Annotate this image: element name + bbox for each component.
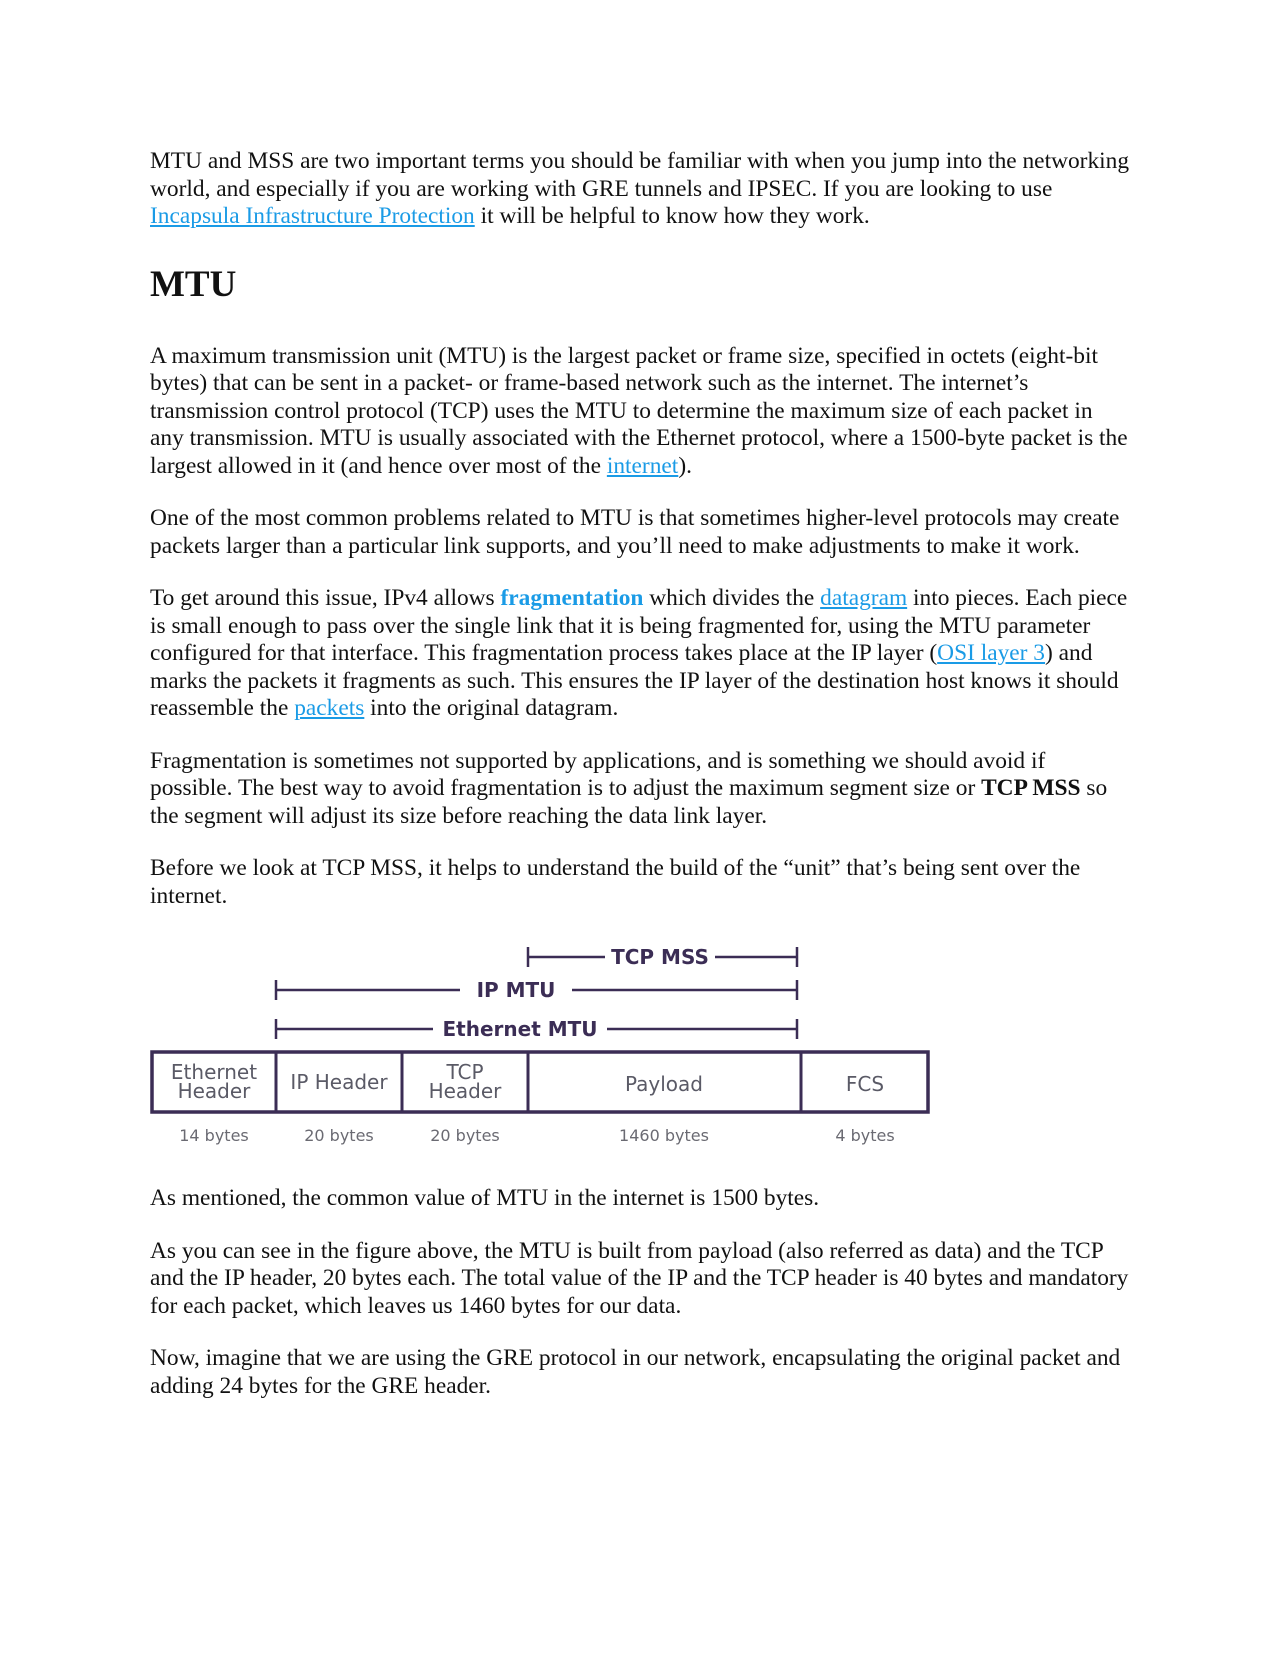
datagram-link[interactable]: datagram <box>820 585 908 611</box>
packet-outline <box>152 1052 928 1112</box>
mtu-definition-paragraph: A maximum transmission unit (MTU) is the largest packet or frame size, specified in octets (eight-bit bytes) that can be sent in a packet- or frame-based network such as the internet. The internet’s transmission control protocol (TCP) uses the MTU to determine the maximum size of each packet in any transmission. MTU is usually associated with the Ethernet protocol, where a 1500-byte packet is the largest allowed in it (and hence over most of the internet). <box>150 342 1128 479</box>
ip-mtu-range <box>276 978 797 1002</box>
intro-paragraph: MTU and MSS are two important terms you should be familiar with when you jump into the networking world, and especially if you are working with GRE tunnels and IPSEC. If you are looking to use Incapsula Infrastructure Protection it will be helpful to know how they work. <box>150 148 1130 229</box>
tcp-header-cell-line2: Header <box>428 1079 502 1103</box>
packet-structure-diagram <box>150 935 1132 1167</box>
packet-diagram-svg <box>150 935 1132 1167</box>
section-heading-mtu: MTU <box>150 263 237 305</box>
tcp-mss-range <box>528 945 797 969</box>
tcp-mss-label: TCP MSS <box>611 945 709 969</box>
ethernet-mtu-label: Ethernet MTU <box>442 1017 598 1041</box>
payload-bytes: 1460 bytes <box>619 1126 709 1145</box>
fragmentation-term: fragmentation <box>500 585 644 611</box>
unit-intro-paragraph: Before we look at TCP MSS, it helps to understand the build of the “unit” that’s being sent over the internet. <box>150 855 1081 909</box>
fcs-bytes: 4 bytes <box>835 1126 895 1145</box>
mtu-composition-paragraph: As you can see in the figure above, the MTU is built from payload (also referred as data) and the TCP and the IP header, 20 bytes each. The total value of the IP and the TCP header is 40 bytes and mandatory for each packet, which leaves us 1460 bytes for our data. <box>150 1237 1129 1319</box>
gre-paragraph: Now, imagine that we are using the GRE protocol in our network, encapsulating the original packet and adding 24 bytes for the GRE header. <box>150 1345 1121 1399</box>
tcp-mss-term: TCP MSS <box>981 775 1081 801</box>
ethernet-header-bytes: 14 bytes <box>179 1126 249 1145</box>
fragmentation-paragraph: To get around this issue, IPv4 allows fragmentation which divides the datagram into pieces. Each piece is small enough to pass over the single link that it is being fragmented for, using the MTU parameter configured for that interface. This fragmentation process takes place at the IP layer (OSI layer 3) and marks the packets it fragments as such. This ensures the IP layer of the destination host knows it should reassemble the packets into the original datagram. <box>150 585 1128 721</box>
payload-cell: Payload <box>625 1072 703 1096</box>
ip-header-cell: IP Header <box>290 1070 388 1094</box>
ip-header-bytes: 20 bytes <box>304 1126 374 1145</box>
avoid-fragmentation-paragraph: Fragmentation is sometimes not supported by applications, and is something we should avoid if possible. The best way to avoid fragmentation is to adjust the maximum segment size or TCP MSS so the segment will adjust its size before reaching the data link layer. <box>150 747 1108 829</box>
internet-link[interactable]: internet <box>606 452 679 479</box>
incapsula-link[interactable]: Incapsula Infrastructure Protection <box>150 203 475 229</box>
ethernet-mtu-range <box>276 1017 797 1041</box>
fcs-cell: FCS <box>845 1072 885 1096</box>
document-body <box>150 148 1132 1425</box>
packets-link[interactable]: packets <box>294 695 365 721</box>
ip-mtu-label: IP MTU <box>476 978 556 1002</box>
mtu-common-value-paragraph: As mentioned, the common value of MTU in the internet is 1500 bytes. <box>150 1185 820 1211</box>
osi-layer-3-link[interactable]: OSI layer 3 <box>937 640 1045 666</box>
ethernet-header-cell-line2: Header <box>177 1079 251 1103</box>
tcp-header-bytes: 20 bytes <box>430 1126 500 1145</box>
tcp-header-cell-line1: TCP <box>446 1060 484 1084</box>
ethernet-header-cell-line1: Ethernet <box>170 1060 258 1084</box>
mtu-problems-paragraph: One of the most common problems related to MTU is that sometimes higher-level protocols may create packets larger than a particular link supports, and you’ll need to make adjustments to make it work. <box>150 505 1120 559</box>
